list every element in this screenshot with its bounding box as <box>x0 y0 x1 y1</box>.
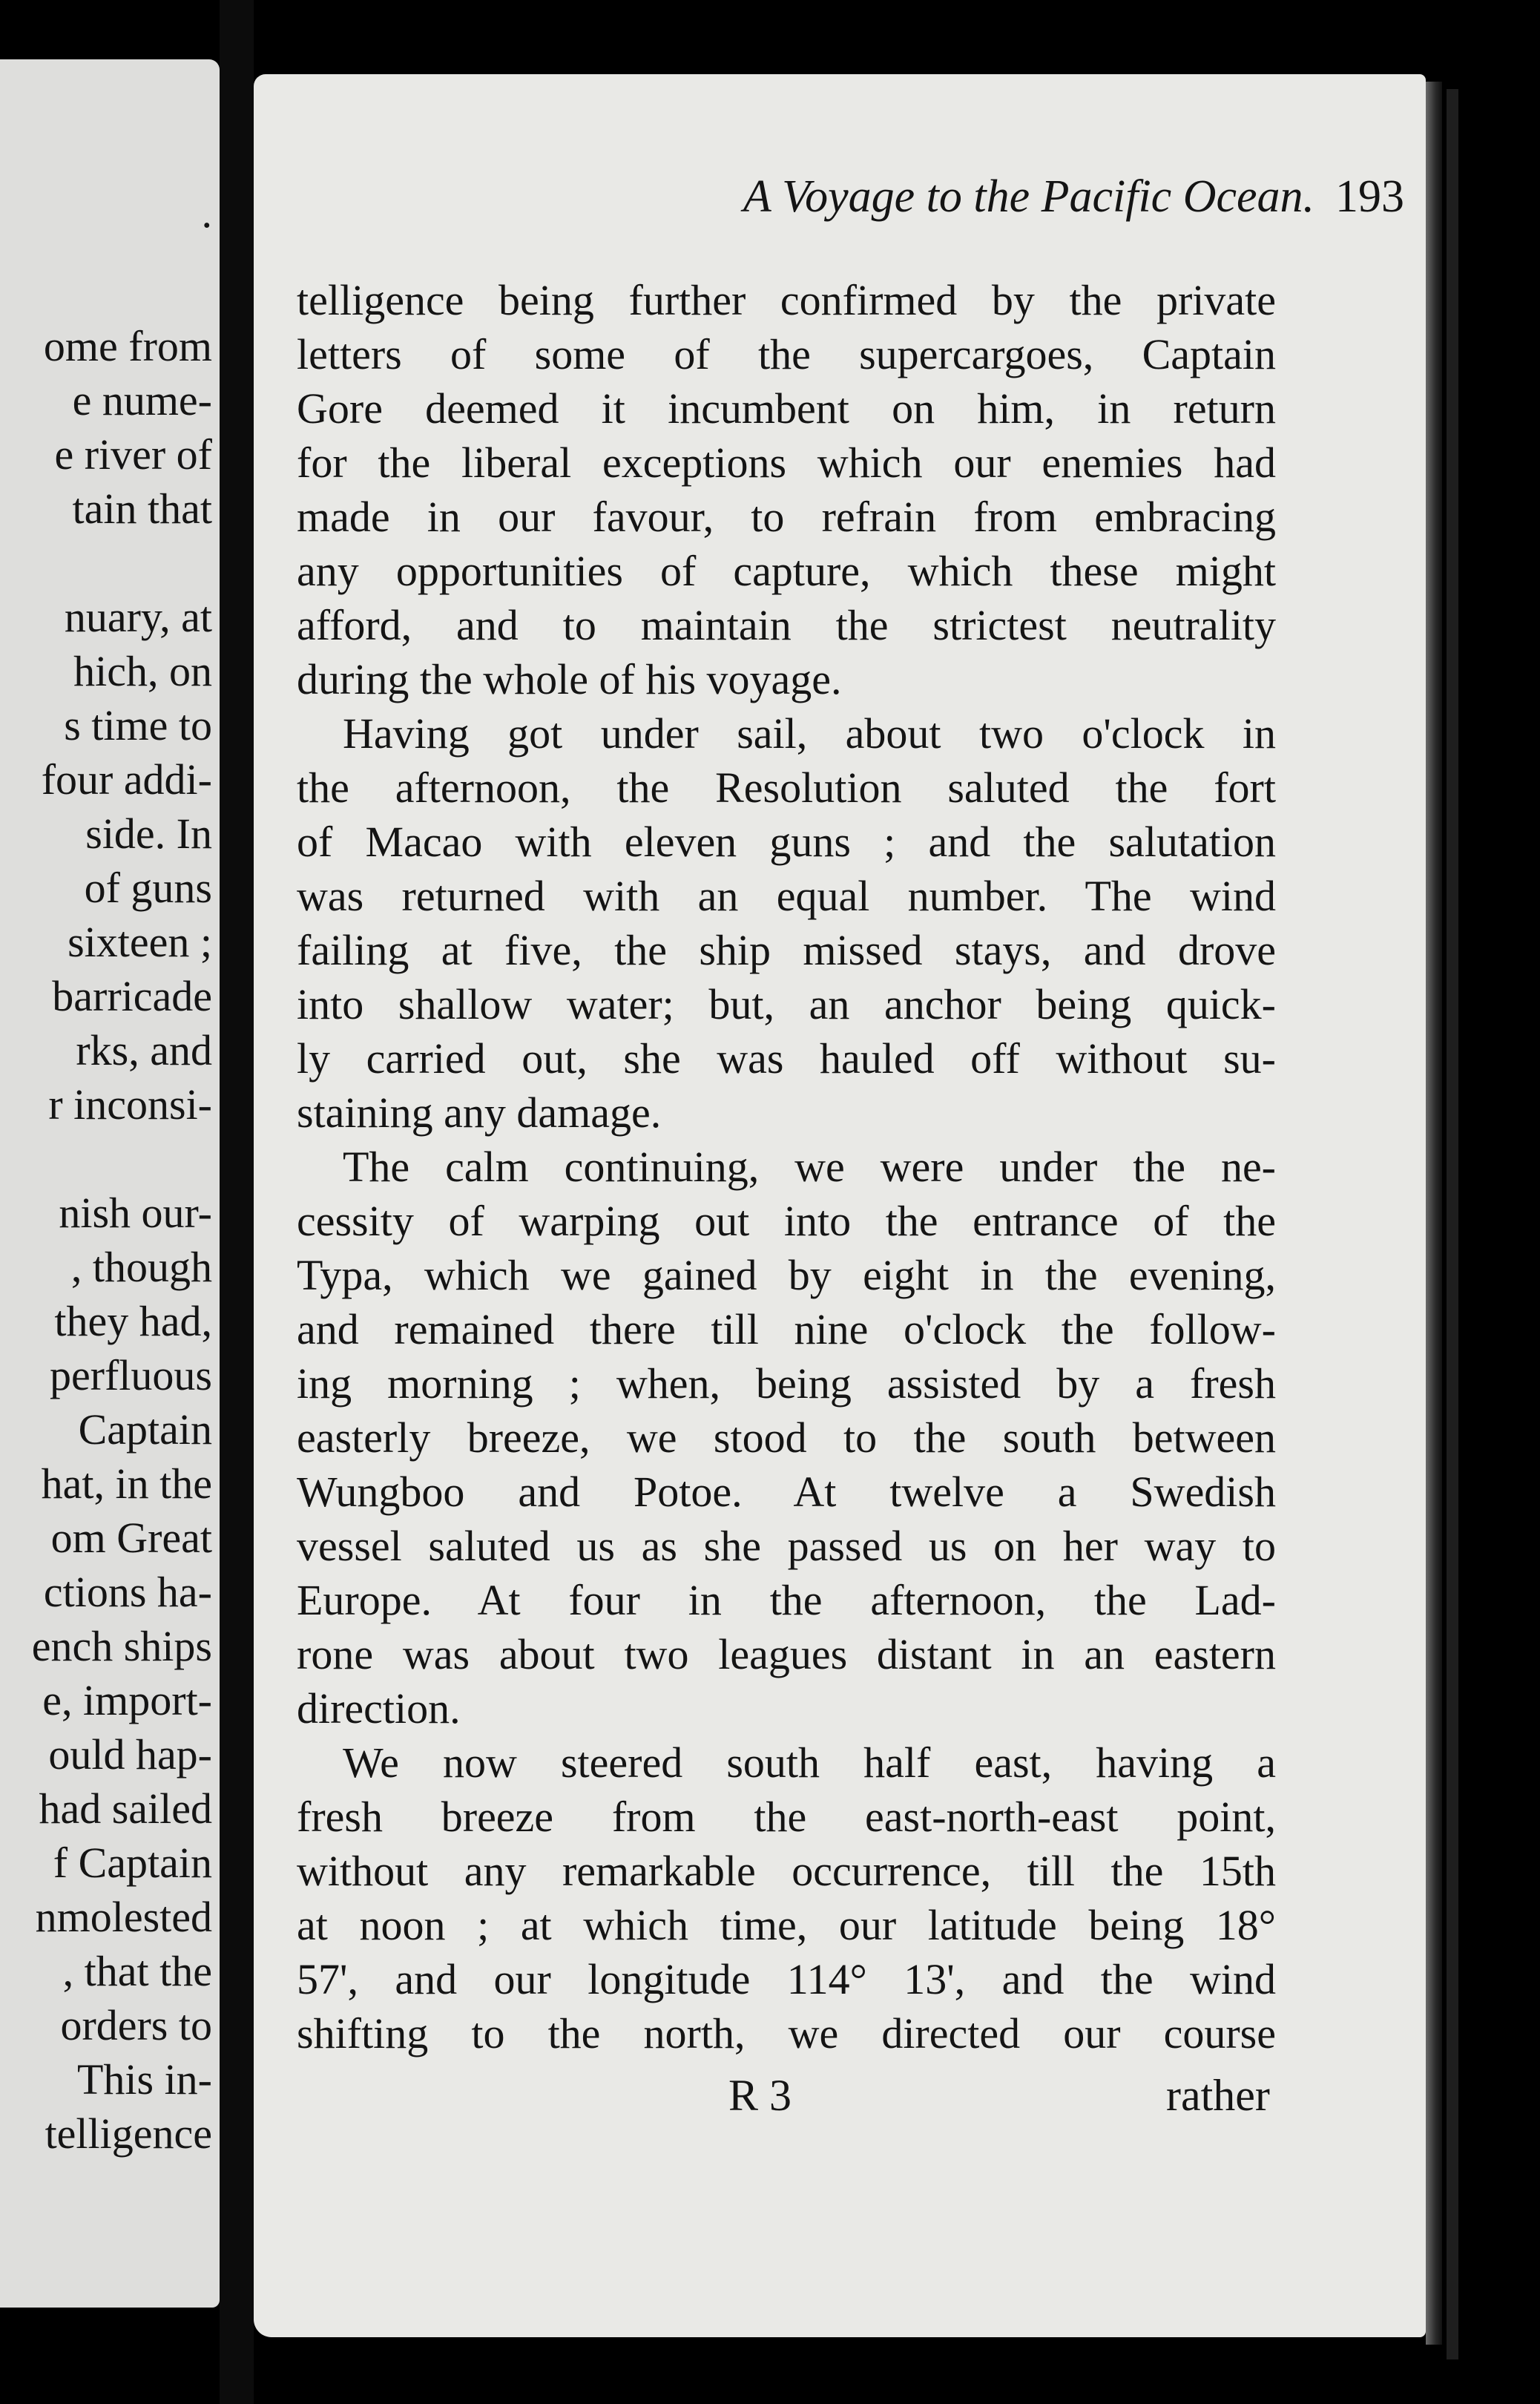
text-line: at noon ; at which time, our latitude being 18° <box>297 1901 1276 1949</box>
left-page-line: r inconsi- <box>48 1080 212 1129</box>
text-line: cessity of warping out into the entrance of the <box>297 1197 1276 1245</box>
text-line: ing morning ; when, being assisted by a fresh <box>297 1359 1276 1408</box>
page-number: 193 <box>1335 171 1404 222</box>
text-line: staining any damage. <box>297 1088 662 1137</box>
left-page-line: hich, on <box>73 647 212 695</box>
left-page-line: e, import- <box>42 1676 212 1724</box>
text-line: made in our favour, to refrain from embracing <box>297 493 1276 541</box>
left-page-line: e nume- <box>72 376 212 424</box>
book-cover-edge <box>1447 89 1458 2359</box>
text-line: Typa, which we gained by eight in the evening, <box>297 1251 1276 1299</box>
left-page-line: hat, in the <box>41 1459 212 1508</box>
text-line: failing at five, the ship missed stays, and drove <box>297 926 1276 974</box>
text-line: easterly breeze, we stood to the south between <box>297 1413 1276 1462</box>
signature-mark: R 3 <box>728 2071 792 2120</box>
text-line: afford, and to maintain the strictest neutrality <box>297 601 1276 649</box>
text-line: and remained there till nine o'clock the follow- <box>297 1305 1276 1353</box>
text-line: ly carried out, she was hauled off without su- <box>297 1034 1276 1083</box>
text-line: Europe. At four in the afternoon, the Lad- <box>297 1576 1276 1624</box>
left-page-line: ctions ha- <box>43 1568 212 1616</box>
text-line: vessel saluted us as she passed us on her way to <box>297 1522 1276 1570</box>
left-page-line: rks, and <box>76 1026 212 1074</box>
text-line: without any remarkable occurrence, till the 15th <box>297 1847 1276 1895</box>
left-page-line: side. In <box>85 809 212 858</box>
left-page-line: had sailed <box>39 1784 212 1833</box>
left-page-line: of guns <box>84 864 212 912</box>
left-page-line: , though <box>70 1243 212 1291</box>
left-page-line: . <box>201 188 212 237</box>
text-line: for the liberal exceptions which our enemies had <box>297 439 1276 487</box>
left-page-line: ench ships <box>31 1622 212 1670</box>
text-line: Gore deemed it incumbent on him, in return <box>297 384 1276 433</box>
left-page-line: Captain <box>78 1405 212 1454</box>
left-page <box>0 59 220 2308</box>
text-line: was returned with an equal number. The wind <box>297 872 1276 920</box>
left-page-line: sixteen ; <box>68 918 212 966</box>
text-line: Wungboo and Potoe. At twelve a Swedish <box>297 1468 1276 1516</box>
left-page-line: ome from <box>43 322 212 370</box>
text-line: any opportunities of capture, which these might <box>297 547 1276 595</box>
left-page-line: perfluous <box>49 1351 212 1399</box>
left-page-line: they had, <box>54 1297 212 1345</box>
text-line: The calm continuing, we were under the ne- <box>343 1143 1276 1191</box>
left-page-line: nmolested <box>35 1893 212 1941</box>
text-line: rone was about two leagues distant in an eastern <box>297 1630 1276 1678</box>
left-page-line: barricade <box>52 972 212 1020</box>
text-line: 57', and our longitude 114° 13', and the wind <box>297 1955 1276 2003</box>
left-page-line: e river of <box>54 430 212 479</box>
left-page-line: nuary, at <box>64 593 212 641</box>
text-line: during the whole of his voyage. <box>297 655 842 703</box>
left-page-line: s time to <box>64 701 212 749</box>
left-page-line: f Captain <box>53 1839 212 1887</box>
left-page-line: tain that <box>72 485 212 533</box>
text-line: shifting to the north, we directed our course <box>297 2009 1276 2057</box>
text-line: fresh breeze from the east-north-east point, <box>297 1793 1276 1841</box>
right-page <box>254 74 1426 2337</box>
running-head: A Voyage to the Pacific Ocean. <box>743 171 1314 222</box>
left-page-line: nish our- <box>59 1189 212 1237</box>
page-edge <box>1426 82 1442 2345</box>
left-page-line: four addi- <box>41 755 212 804</box>
text-line: telligence being further confirmed by the private <box>297 276 1276 324</box>
text-line: of Macao with eleven guns ; and the salutation <box>297 818 1276 866</box>
text-line: direction. <box>297 1684 461 1733</box>
text-line: the afternoon, the Resolution saluted the fort <box>297 763 1276 812</box>
text-line: letters of some of the supercargoes, Captain <box>297 330 1276 378</box>
left-page-line: ould hap- <box>48 1730 212 1779</box>
left-page-line: This in- <box>76 2055 212 2104</box>
left-page-line: telligence <box>45 2109 212 2158</box>
left-page-line: orders to <box>60 2001 212 2049</box>
left-page-line: om Great <box>50 1514 212 1562</box>
left-page-line: , that the <box>62 1947 212 1995</box>
text-line: We now steered south half east, having a <box>343 1738 1276 1787</box>
text-line: into shallow water; but, an anchor being quick- <box>297 980 1276 1028</box>
catchword: rather <box>1166 2071 1270 2120</box>
text-line: Having got under sail, about two o'clock in <box>343 709 1276 758</box>
book-gutter <box>220 0 254 2404</box>
